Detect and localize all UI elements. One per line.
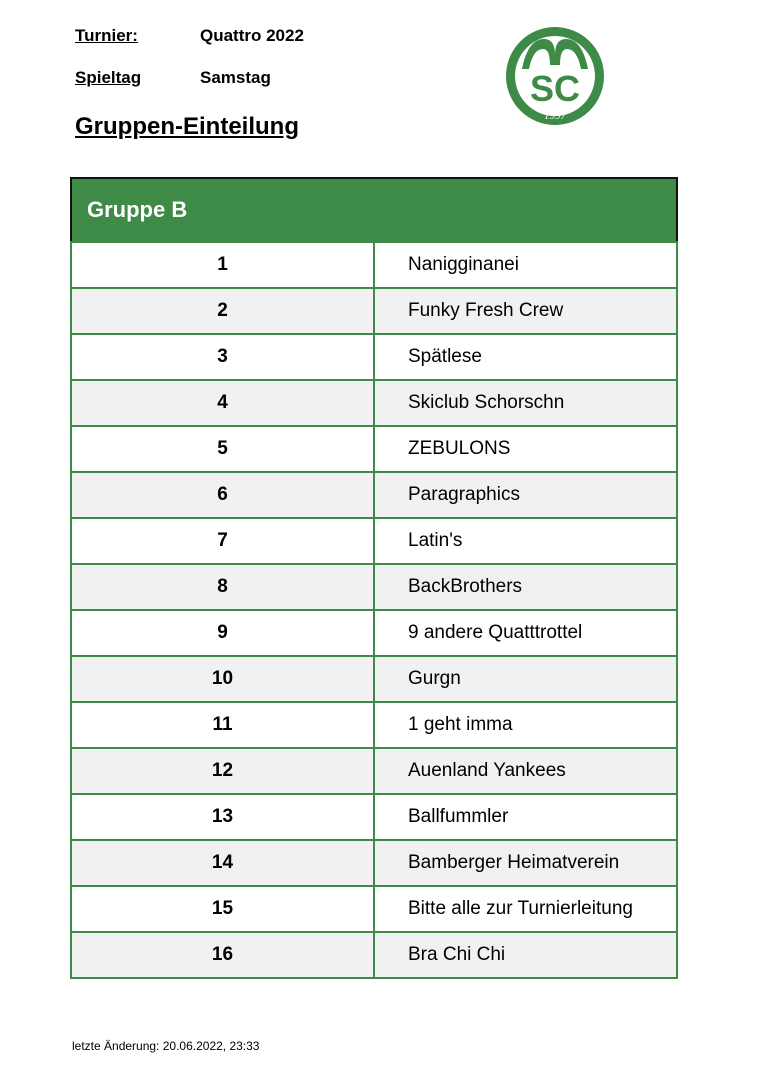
spieltag-label: Spieltag <box>75 68 142 87</box>
page-title: Gruppen-Einteilung <box>75 113 299 140</box>
team-name: 9 andere Quatttrottel <box>374 610 677 656</box>
team-name: Bitte alle zur Turnierleitung <box>374 886 677 932</box>
team-name: ZEBULONS <box>374 426 677 472</box>
club-logo <box>504 25 606 127</box>
team-name: Skiclub Schorschn <box>374 380 677 426</box>
logo-monogram: SC <box>529 68 581 109</box>
last-change-note: letzte Änderung: 20.06.2022, 23:33 <box>72 1039 260 1053</box>
table-row <box>71 380 677 426</box>
group-header <box>71 178 677 242</box>
team-name: Ballfummler <box>374 794 677 840</box>
table-row <box>71 748 677 794</box>
team-name: Latin's <box>374 518 677 564</box>
team-list <box>71 242 677 978</box>
table-row <box>71 242 677 288</box>
table-row <box>71 840 677 886</box>
team-number: 11 <box>71 702 374 748</box>
logo-year: 1997 <box>544 110 566 122</box>
turnier-value: Quattro 2022 <box>200 26 304 45</box>
table-row <box>71 564 677 610</box>
team-number: 13 <box>71 794 374 840</box>
spieltag-value: Samstag <box>200 68 271 87</box>
sc-logo-icon <box>504 25 606 127</box>
team-name: 1 geht imma <box>374 702 677 748</box>
team-number: 5 <box>71 426 374 472</box>
table-row <box>71 518 677 564</box>
team-number: 10 <box>71 656 374 702</box>
team-number: 14 <box>71 840 374 886</box>
team-number: 7 <box>71 518 374 564</box>
team-number: 8 <box>71 564 374 610</box>
table-row <box>71 334 677 380</box>
team-name: BackBrothers <box>374 564 677 610</box>
table-row <box>71 886 677 932</box>
table-row <box>71 702 677 748</box>
team-number: 15 <box>71 886 374 932</box>
table-row <box>71 426 677 472</box>
team-name: Gurgn <box>374 656 677 702</box>
table-row <box>71 610 677 656</box>
team-number: 9 <box>71 610 374 656</box>
team-name: Funky Fresh Crew <box>374 288 677 334</box>
team-number: 1 <box>71 242 374 288</box>
team-number: 4 <box>71 380 374 426</box>
group-title: Gruppe B <box>87 197 188 222</box>
table-row <box>71 656 677 702</box>
team-name: Nanigginanei <box>374 242 677 288</box>
team-name: Bamberger Heimatverein <box>374 840 677 886</box>
team-name: Spätlese <box>374 334 677 380</box>
team-name: Bra Chi Chi <box>374 932 677 978</box>
team-number: 16 <box>71 932 374 978</box>
team-number: 12 <box>71 748 374 794</box>
turnier-label: Turnier: <box>75 26 138 45</box>
table-row <box>71 932 677 978</box>
team-name: Paragraphics <box>374 472 677 518</box>
table-row <box>71 472 677 518</box>
team-number: 2 <box>71 288 374 334</box>
table-row <box>71 288 677 334</box>
team-name: Auenland Yankees <box>374 748 677 794</box>
table-row <box>71 794 677 840</box>
group-table <box>70 177 678 979</box>
team-number: 3 <box>71 334 374 380</box>
team-number: 6 <box>71 472 374 518</box>
